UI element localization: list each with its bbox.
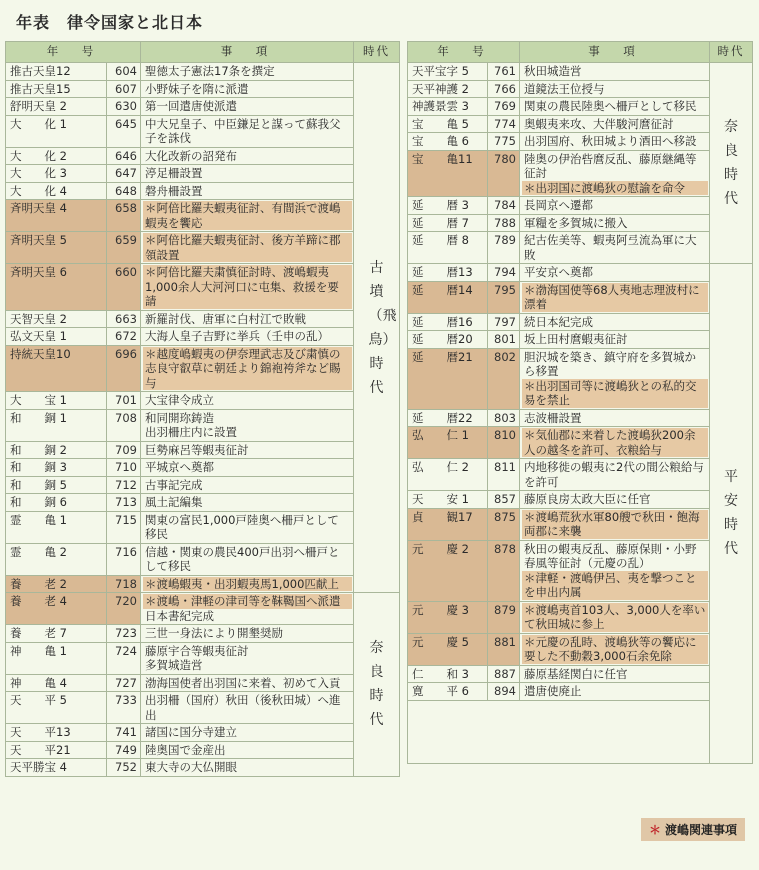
- table-row: [6, 441, 400, 459]
- event-text: 日本書紀完成: [145, 608, 214, 623]
- period-cell: [710, 264, 753, 764]
- event-cell: [520, 348, 710, 409]
- year-cell: 733: [107, 692, 141, 724]
- watari-event-text: ＊渡嶋・津軽の津司等を靺鞨国へ派遣: [143, 594, 352, 609]
- watari-event-text: ＊渡嶋蝦夷・出羽蝦夷馬1,000匹献上: [143, 577, 352, 592]
- event-cell: [141, 759, 354, 777]
- event-text: 中大兄皇子、中臣鎌足と謀って蘇我父子を誅伐: [145, 116, 341, 145]
- table-row: [408, 427, 753, 459]
- event-text: 坂上田村麿蝦夷征討: [524, 332, 628, 346]
- year-cell: 720: [107, 593, 141, 625]
- table-row: [6, 409, 400, 441]
- watari-event-text: ＊出羽国司等に渡嶋狄との私的交易を禁止: [522, 379, 708, 408]
- table-row: [6, 98, 400, 116]
- year-cell: 752: [107, 759, 141, 777]
- table-row: [408, 508, 753, 540]
- table-row: [6, 759, 400, 777]
- table-row: [6, 200, 400, 232]
- event-cell: [141, 232, 354, 264]
- header-nengo: 年 号: [6, 42, 141, 63]
- legend-box: [641, 818, 745, 841]
- year-cell: 761: [488, 63, 520, 81]
- era-cell: 延 暦16: [408, 313, 488, 331]
- event-cell: [141, 724, 354, 742]
- event-text: 藤原良房太政大臣に任官: [524, 492, 651, 506]
- era-cell: 養 老 4: [6, 593, 107, 625]
- year-cell: 749: [107, 741, 141, 759]
- era-cell: 舒明天皇 2: [6, 98, 107, 116]
- event-text: 風土記編集: [145, 495, 203, 509]
- table-row: [408, 232, 753, 264]
- table-row: [408, 264, 753, 282]
- watari-event-text: ＊渡嶋夷首103人、3,000人を率いて秋田城に参上: [522, 603, 708, 632]
- year-cell: 708: [107, 409, 141, 441]
- event-cell: [141, 692, 354, 724]
- era-cell: 延 暦21: [408, 348, 488, 409]
- table-row: [408, 150, 753, 197]
- table-row: [408, 98, 753, 116]
- event-text: 磐舟柵設置: [145, 183, 203, 198]
- year-cell: 724: [107, 642, 141, 674]
- era-cell: 宝 亀 6: [408, 133, 488, 151]
- era-cell: 斉明天皇 5: [6, 232, 107, 264]
- year-cell: 878: [488, 540, 520, 601]
- year-cell: 709: [107, 441, 141, 459]
- year-cell: 803: [488, 409, 520, 427]
- event-cell: [141, 115, 354, 147]
- event-cell: [520, 540, 710, 601]
- table-row: [408, 214, 753, 232]
- table-row: [6, 80, 400, 98]
- event-cell: [141, 98, 354, 116]
- table-row: [408, 133, 753, 151]
- era-cell: 養 老 7: [6, 625, 107, 643]
- event-cell: [141, 575, 354, 593]
- era-cell: 延 暦 3: [408, 197, 488, 215]
- year-cell: 857: [488, 491, 520, 509]
- era-cell: 元 慶 2: [408, 540, 488, 601]
- table-row: [6, 232, 400, 264]
- table-row: [408, 601, 753, 633]
- year-cell: 780: [488, 150, 520, 197]
- era-cell: 天 平13: [6, 724, 107, 742]
- era-cell: 霊 亀 1: [6, 511, 107, 543]
- watari-event-text: ＊出羽国に渡嶋狄の慰諭を命令: [522, 181, 708, 196]
- year-cell: 645: [107, 115, 141, 147]
- year-cell: 718: [107, 575, 141, 593]
- period-label: 奈良時代: [369, 640, 384, 729]
- legend-text: 渡嶋関連事項: [664, 823, 737, 837]
- year-cell: 810: [488, 427, 520, 459]
- event-text: 続日本紀完成: [524, 314, 593, 329]
- year-cell: 811: [488, 459, 520, 491]
- year-cell: 887: [488, 665, 520, 683]
- event-cell: [141, 345, 354, 392]
- event-text: 紀古佐美等、蝦夷阿弖流為軍に大敗: [524, 233, 697, 262]
- event-text: 遣唐使廃止: [524, 684, 582, 698]
- event-text: 多賀城造営: [145, 658, 203, 672]
- era-cell: 延 暦 8: [408, 232, 488, 264]
- event-cell: [520, 331, 710, 349]
- era-cell: 斉明天皇 6: [6, 264, 107, 311]
- event-cell: [141, 511, 354, 543]
- period-label: 奈良時代: [724, 119, 738, 207]
- table-row: [408, 409, 753, 427]
- year-cell: 672: [107, 328, 141, 346]
- event-text: 軍糧を多賀城に搬入: [524, 215, 628, 230]
- table-row: [408, 348, 753, 409]
- year-cell: 710: [107, 459, 141, 477]
- event-cell: [141, 741, 354, 759]
- table-row: [6, 476, 400, 494]
- event-cell: [520, 214, 710, 232]
- watari-event-text: ＊渤海国使等68人夷地志理波村に漂着: [522, 283, 708, 312]
- table-row: [408, 115, 753, 133]
- table-row: [6, 543, 400, 575]
- year-cell: 875: [488, 508, 520, 540]
- year-cell: 894: [488, 683, 520, 701]
- era-cell: 推古天皇15: [6, 80, 107, 98]
- event-cell: [141, 200, 354, 232]
- year-cell: 715: [107, 511, 141, 543]
- year-cell: 794: [488, 264, 520, 282]
- period-cell: [354, 593, 400, 777]
- event-text: 第一回遣唐使派遣: [145, 99, 237, 113]
- event-cell: [520, 683, 710, 701]
- year-cell: 784: [488, 197, 520, 215]
- era-cell: 大 化 2: [6, 147, 107, 165]
- era-cell: 神 亀 4: [6, 674, 107, 692]
- table-row: [6, 63, 400, 81]
- event-text: 平城京へ奠都: [145, 460, 214, 474]
- year-cell: 648: [107, 182, 141, 200]
- table-row: [6, 674, 400, 692]
- event-text: 大宝律令成立: [145, 393, 214, 407]
- event-cell: [520, 63, 710, 81]
- event-cell: [520, 115, 710, 133]
- era-cell: 大 化 3: [6, 165, 107, 183]
- table-row: [408, 683, 753, 701]
- header-jiko: 事 項: [520, 42, 710, 63]
- era-cell: 天平神護 2: [408, 80, 488, 98]
- header-jiko: 事 項: [141, 42, 354, 63]
- event-cell: [520, 427, 710, 459]
- era-cell: 養 老 2: [6, 575, 107, 593]
- year-cell: 663: [107, 310, 141, 328]
- event-cell: [141, 147, 354, 165]
- event-cell: [520, 264, 710, 282]
- event-cell: [520, 98, 710, 116]
- year-cell: 607: [107, 80, 141, 98]
- era-cell: 延 暦22: [408, 409, 488, 427]
- year-cell: 660: [107, 264, 141, 311]
- table-row: [6, 724, 400, 742]
- year-cell: 701: [107, 392, 141, 410]
- watari-event-text: ＊渡嶋荒狄水軍80艘で秋田・飽海両郡に来襲: [522, 510, 708, 539]
- event-cell: [520, 508, 710, 540]
- event-cell: [141, 593, 354, 625]
- year-cell: 647: [107, 165, 141, 183]
- event-text: 藤原基経関白に任官: [524, 666, 628, 681]
- chronology-table-right: [407, 41, 753, 764]
- event-cell: [141, 264, 354, 311]
- year-cell: 774: [488, 115, 520, 133]
- year-cell: 775: [488, 133, 520, 151]
- event-cell: [141, 63, 354, 81]
- year-cell: 795: [488, 281, 520, 313]
- watari-event-text: ＊阿倍比羅夫粛慎征討時、渡嶋蝦夷1,000余人大河河口に屯集、救援を要請: [143, 265, 352, 309]
- event-text: 三世一身法により開墾奨励: [145, 626, 283, 640]
- table-row: [408, 331, 753, 349]
- event-text: 胆沢城を築き、鎮守府を多賀城から移置: [524, 349, 697, 378]
- table-row: [408, 63, 753, 81]
- year-cell: 646: [107, 147, 141, 165]
- table-row: [408, 491, 753, 509]
- table-row: [6, 575, 400, 593]
- era-cell: 和 銅 3: [6, 459, 107, 477]
- year-cell: 766: [488, 80, 520, 98]
- event-cell: [520, 459, 710, 491]
- era-cell: 天 平21: [6, 741, 107, 759]
- event-text: 古事記完成: [145, 477, 203, 492]
- table-row: [6, 328, 400, 346]
- event-cell: [141, 494, 354, 512]
- table-row: [6, 625, 400, 643]
- event-cell: [141, 409, 354, 441]
- era-cell: 元 慶 3: [408, 601, 488, 633]
- event-cell: [520, 633, 710, 665]
- table-row: [408, 313, 753, 331]
- period-cell: [354, 63, 400, 593]
- era-cell: 弘 仁 2: [408, 459, 488, 491]
- event-text: 藤原宇合等蝦夷征討: [145, 643, 249, 658]
- event-cell: [141, 674, 354, 692]
- event-text: 出羽柵（国府）秋田（後秋田城）へ進出: [145, 693, 341, 722]
- era-cell: 天 平 5: [6, 692, 107, 724]
- table-row: [6, 182, 400, 200]
- year-cell: 881: [488, 633, 520, 665]
- year-cell: 723: [107, 625, 141, 643]
- watari-event-text: ＊阿倍比羅夫蝦夷征討、後方羊蹄に郡領設置: [143, 233, 352, 262]
- era-cell: 天智天皇 2: [6, 310, 107, 328]
- period-label: 古墳（飛鳥）時代: [368, 259, 397, 396]
- watari-event-text: ＊越度嶋蝦夷の伊奈理武志及び粛慎の志良守叡草に朝廷より錦袍袴斧など賜与: [143, 347, 352, 391]
- event-text: 奥蝦夷来攻、大伴駿河麿征討: [524, 116, 674, 131]
- year-cell: 658: [107, 200, 141, 232]
- event-text: 新羅討伐、唐軍に白村江で敗戦: [145, 311, 306, 326]
- table-row: [6, 741, 400, 759]
- event-text: 関東の富民1,000戸陸奥へ柵戸として移民: [145, 512, 339, 541]
- header-nengo: 年 号: [408, 42, 520, 63]
- event-cell: [520, 133, 710, 151]
- event-cell: [520, 80, 710, 98]
- era-cell: 弘 仁 1: [408, 427, 488, 459]
- event-text: 東大寺の大仏開眼: [145, 760, 237, 774]
- era-cell: 貞 観17: [408, 508, 488, 540]
- event-text: 聖徳太子憲法17条を撰定: [145, 64, 275, 78]
- event-text: 平安京へ奠都: [524, 265, 593, 279]
- era-cell: 元 慶 5: [408, 633, 488, 665]
- era-cell: 和 銅 6: [6, 494, 107, 512]
- event-text: 秋田の蝦夷反乱、藤原保則・小野春風等征討（元慶の乱）: [524, 541, 697, 570]
- era-cell: 弘文天皇 1: [6, 328, 107, 346]
- era-cell: 和 銅 2: [6, 441, 107, 459]
- year-cell: 797: [488, 313, 520, 331]
- event-cell: [520, 491, 710, 509]
- table-row: [6, 511, 400, 543]
- era-cell: 持統天皇10: [6, 345, 107, 392]
- legend-star: ＊: [648, 823, 661, 837]
- event-cell: [520, 601, 710, 633]
- event-cell: [141, 441, 354, 459]
- era-cell: 神 亀 1: [6, 642, 107, 674]
- era-cell: 霊 亀 2: [6, 543, 107, 575]
- event-text: 和同開珎鋳造: [145, 410, 214, 425]
- year-cell: 659: [107, 232, 141, 264]
- table-row: [6, 392, 400, 410]
- event-cell: [141, 310, 354, 328]
- table-row: [408, 633, 753, 665]
- era-cell: 推古天皇12: [6, 63, 107, 81]
- event-cell: [520, 197, 710, 215]
- table-row: [6, 165, 400, 183]
- year-cell: 716: [107, 543, 141, 575]
- event-text: 出羽柵庄内に設置: [145, 425, 237, 439]
- event-cell: [141, 476, 354, 494]
- table-row: [408, 459, 753, 491]
- era-cell: 和 銅 5: [6, 476, 107, 494]
- event-cell: [141, 80, 354, 98]
- era-cell: 寛 平 6: [408, 683, 488, 701]
- year-cell: 769: [488, 98, 520, 116]
- year-cell: 696: [107, 345, 141, 392]
- era-cell: 宝 亀 5: [408, 115, 488, 133]
- table-row: [6, 115, 400, 147]
- event-cell: [520, 281, 710, 313]
- table-row: [408, 540, 753, 601]
- era-cell: 延 暦 7: [408, 214, 488, 232]
- chronology-table-left: [5, 41, 400, 777]
- event-text: 大化改新の詔発布: [145, 148, 237, 163]
- event-text: 内地移徙の蝦夷に2代の間公粮給与を許可: [524, 460, 704, 489]
- period-label: 平安時代: [724, 469, 738, 558]
- event-cell: [141, 459, 354, 477]
- event-text: 長岡京へ遷都: [524, 198, 593, 212]
- year-cell: 802: [488, 348, 520, 409]
- event-text: 諸国に国分寺建立: [145, 725, 237, 739]
- year-cell: 712: [107, 476, 141, 494]
- empty-cell: [408, 700, 710, 763]
- event-text: 陸奥国で金産出: [145, 742, 226, 757]
- period-cell: [710, 63, 753, 264]
- era-cell: 大 化 4: [6, 182, 107, 200]
- era-cell: 延 暦14: [408, 281, 488, 313]
- table-row: [6, 593, 400, 625]
- event-text: 渟足柵設置: [145, 166, 203, 180]
- event-cell: [520, 409, 710, 427]
- event-cell: [141, 165, 354, 183]
- event-cell: [141, 182, 354, 200]
- event-cell: [520, 665, 710, 683]
- event-text: 大海人皇子吉野に挙兵（壬申の乱）: [145, 329, 329, 343]
- year-cell: 713: [107, 494, 141, 512]
- table-row: [6, 345, 400, 392]
- table-row: [6, 147, 400, 165]
- year-cell: 630: [107, 98, 141, 116]
- table-row: [408, 665, 753, 683]
- table-row: [6, 459, 400, 477]
- era-cell: 仁 和 3: [408, 665, 488, 683]
- filler-row: [408, 700, 753, 763]
- table-row: [408, 80, 753, 98]
- header-jidai: 時代: [710, 42, 753, 63]
- page-title: 年表 律令国家と北日本: [16, 13, 204, 32]
- era-cell: 延 暦13: [408, 264, 488, 282]
- year-cell: 604: [107, 63, 141, 81]
- event-cell: [520, 150, 710, 197]
- era-cell: 斉明天皇 4: [6, 200, 107, 232]
- year-cell: 801: [488, 331, 520, 349]
- header-jidai: 時代: [354, 42, 400, 63]
- year-cell: 879: [488, 601, 520, 633]
- watari-event-text: ＊元慶の乱時、渡嶋狄等の饗応に要した不動穀3,000石余免除: [522, 635, 708, 664]
- table-row: [6, 310, 400, 328]
- table-row: [6, 642, 400, 674]
- year-cell: 727: [107, 674, 141, 692]
- table-row: [6, 264, 400, 311]
- watari-event-text: ＊阿倍比羅夫蝦夷征討、有間浜で渡嶋蝦夷を饗応: [143, 201, 352, 230]
- year-cell: 789: [488, 232, 520, 264]
- event-text: 渤海国使者出羽国に来着、初めて入貢: [145, 675, 341, 690]
- event-cell: [141, 625, 354, 643]
- era-cell: 天平宝字 5: [408, 63, 488, 81]
- event-cell: [141, 328, 354, 346]
- year-cell: 741: [107, 724, 141, 742]
- table-row: [6, 494, 400, 512]
- event-text: 出羽国府、秋田城より酒田へ移設: [524, 134, 697, 148]
- event-cell: [141, 392, 354, 410]
- era-cell: 神護景雲 3: [408, 98, 488, 116]
- year-cell: 788: [488, 214, 520, 232]
- era-cell: 延 暦20: [408, 331, 488, 349]
- event-text: 関東の農民陸奥へ柵戸として移民: [524, 99, 697, 113]
- watari-event-text: ＊気仙郡に来着した渡嶋狄200余人の越冬を許可、衣粮給与: [522, 428, 708, 457]
- event-text: 信越・関東の農民400戸出羽へ柵戸として移民: [145, 544, 340, 573]
- event-cell: [141, 642, 354, 674]
- table-row: [6, 692, 400, 724]
- event-cell: [520, 313, 710, 331]
- era-cell: 天 安 1: [408, 491, 488, 509]
- event-cell: [520, 232, 710, 264]
- era-cell: 大 化 1: [6, 115, 107, 147]
- era-cell: 宝 亀11: [408, 150, 488, 197]
- event-text: 陸奥の伊治呰麿反乱、藤原継縄等征討: [524, 151, 697, 180]
- era-cell: 天平勝宝 4: [6, 759, 107, 777]
- event-cell: [141, 543, 354, 575]
- event-text: 小野妹子を隋に派遣: [145, 81, 249, 96]
- watari-event-text: ＊津軽・渡嶋伊呂、夷を撃つことを申出内属: [522, 571, 708, 600]
- era-cell: 大 宝 1: [6, 392, 107, 410]
- event-text: 巨勢麻呂等蝦夷征討: [145, 442, 249, 457]
- event-text: 道鏡法王位授与: [524, 81, 605, 96]
- event-text: 秋田城造営: [524, 64, 582, 78]
- event-text: 志波柵設置: [524, 410, 582, 425]
- table-row: [408, 281, 753, 313]
- table-row: [408, 197, 753, 215]
- era-cell: 和 銅 1: [6, 409, 107, 441]
